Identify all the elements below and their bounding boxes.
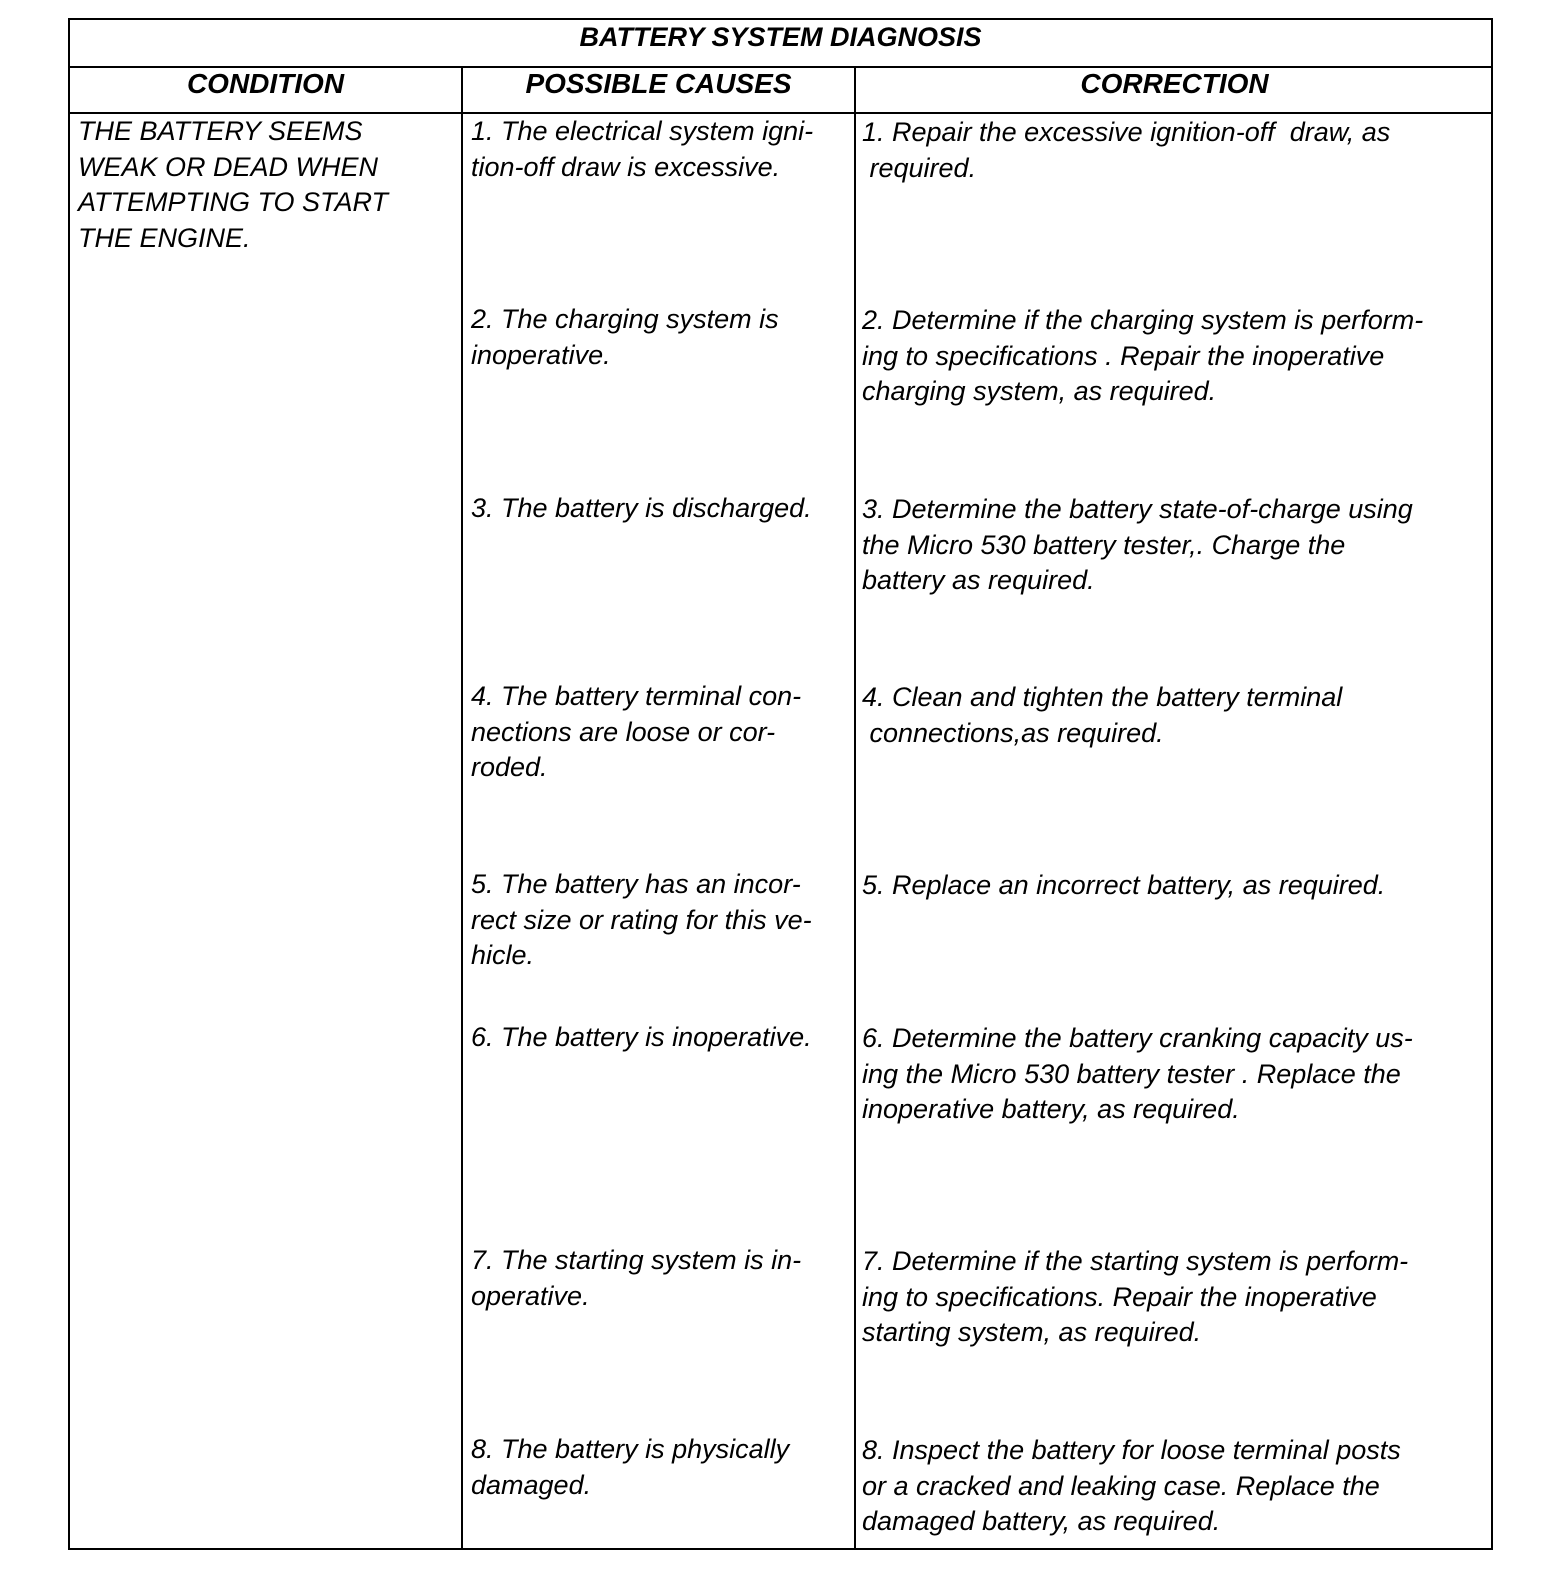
cause-text: 3. The battery is discharged.	[471, 493, 812, 523]
column-divider	[854, 68, 856, 1548]
correction-text: 1. Repair the excessive ignition-off draw, as required.	[862, 117, 1391, 183]
header-possible-causes: POSSIBLE CAUSES	[525, 68, 792, 99]
correction-text: 2. Determine if the charging system is perform- ing to specifications . Repair the inoperative charging system, as required.	[862, 305, 1424, 406]
cause-text: 4. The battery terminal con- nections are loose or cor- roded.	[471, 681, 802, 782]
correction-text: 8. Inspect the battery for loose terminal posts or a cracked and leaking case. Replace the damaged battery, as required.	[862, 1435, 1401, 1536]
cause-text: 8. The battery is physically damaged.	[471, 1434, 790, 1500]
condition-text: THE BATTERY SEEMS WEAK OR DEAD WHEN ATTEMPTING TO START THE ENGINE.	[78, 116, 389, 253]
correction-text: 6. Determine the battery cranking capacity us- ing the Micro 530 battery tester . Replace the inoperative battery, as required.	[862, 1023, 1413, 1124]
cause-text: 5. The battery has an incor- rect size or rating for this ve- hicle.	[471, 869, 812, 970]
column-divider	[461, 68, 463, 1548]
correction-text: 5. Replace an incorrect battery, as required.	[862, 870, 1386, 900]
correction-text: 7. Determine if the starting system is perform- ing to specifications. Repair the inoperative starting system, as required.	[862, 1246, 1409, 1347]
table-title: BATTERY SYSTEM DIAGNOSIS	[579, 22, 982, 52]
cause-text: 1. The electrical system igni- tion-off draw is excessive.	[471, 116, 814, 182]
cause-text: 6. The battery is inoperative.	[471, 1022, 812, 1052]
header-condition: CONDITION	[186, 68, 345, 99]
cause-text: 2. The charging system is inoperative.	[471, 304, 779, 370]
correction-text: 3. Determine the battery state-of-charge using the Micro 530 battery tester,. Charge the battery as required.	[862, 494, 1413, 595]
header-correction: CORRECTION	[1080, 68, 1269, 99]
cause-text: 7. The starting system is in- operative.	[471, 1245, 802, 1311]
correction-text: 4. Clean and tighten the battery terminal connections,as required.	[862, 682, 1343, 748]
